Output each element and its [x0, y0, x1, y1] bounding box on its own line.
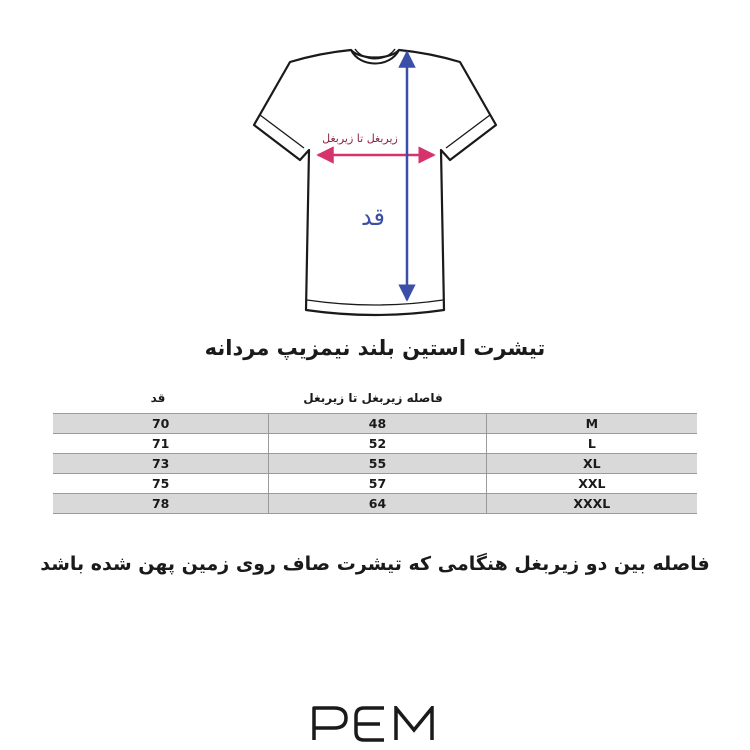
cell-height: 78 [53, 494, 269, 513]
cell-height: 71 [53, 434, 269, 453]
table-row [53, 454, 697, 474]
measurement-note: فاصله بین دو زیربغل هنگامی که تیشرت صاف روی زمین پهن شده باشد [40, 553, 710, 575]
cell-armpit: 48 [269, 414, 486, 433]
cell-armpit: 64 [269, 494, 486, 513]
size-diagram [0, 0, 750, 320]
pem-logo [312, 706, 438, 742]
size-table [53, 385, 697, 514]
tshirt-outline-icon [0, 0, 750, 320]
pem-logo-icon [312, 706, 438, 742]
product-title: تیشرت استین بلند نیمزیپ مردانه [204, 336, 546, 360]
cell-height: 70 [53, 414, 269, 433]
cell-size: L [587, 436, 596, 451]
width-label: زیربغل تا زیربغل [322, 132, 398, 145]
table-header [53, 385, 697, 413]
table-row [53, 474, 697, 494]
cell-height: 75 [53, 474, 269, 493]
cell-armpit: 57 [269, 474, 486, 493]
cell-size: M [585, 416, 599, 431]
cell-size: XXL [578, 476, 606, 491]
header-height: قد [150, 391, 166, 405]
cell-armpit: 55 [269, 454, 486, 473]
height-label: قد [360, 203, 386, 231]
cell-height: 73 [53, 454, 269, 473]
table-row [53, 434, 697, 454]
table-row [53, 414, 697, 434]
header-armpit-width: فاصله زیربغل تا زیربغل [303, 391, 443, 405]
table-row [53, 494, 697, 514]
cell-size: XL [583, 456, 601, 471]
cell-size: XXXL [573, 496, 611, 511]
cell-armpit: 52 [269, 434, 486, 453]
